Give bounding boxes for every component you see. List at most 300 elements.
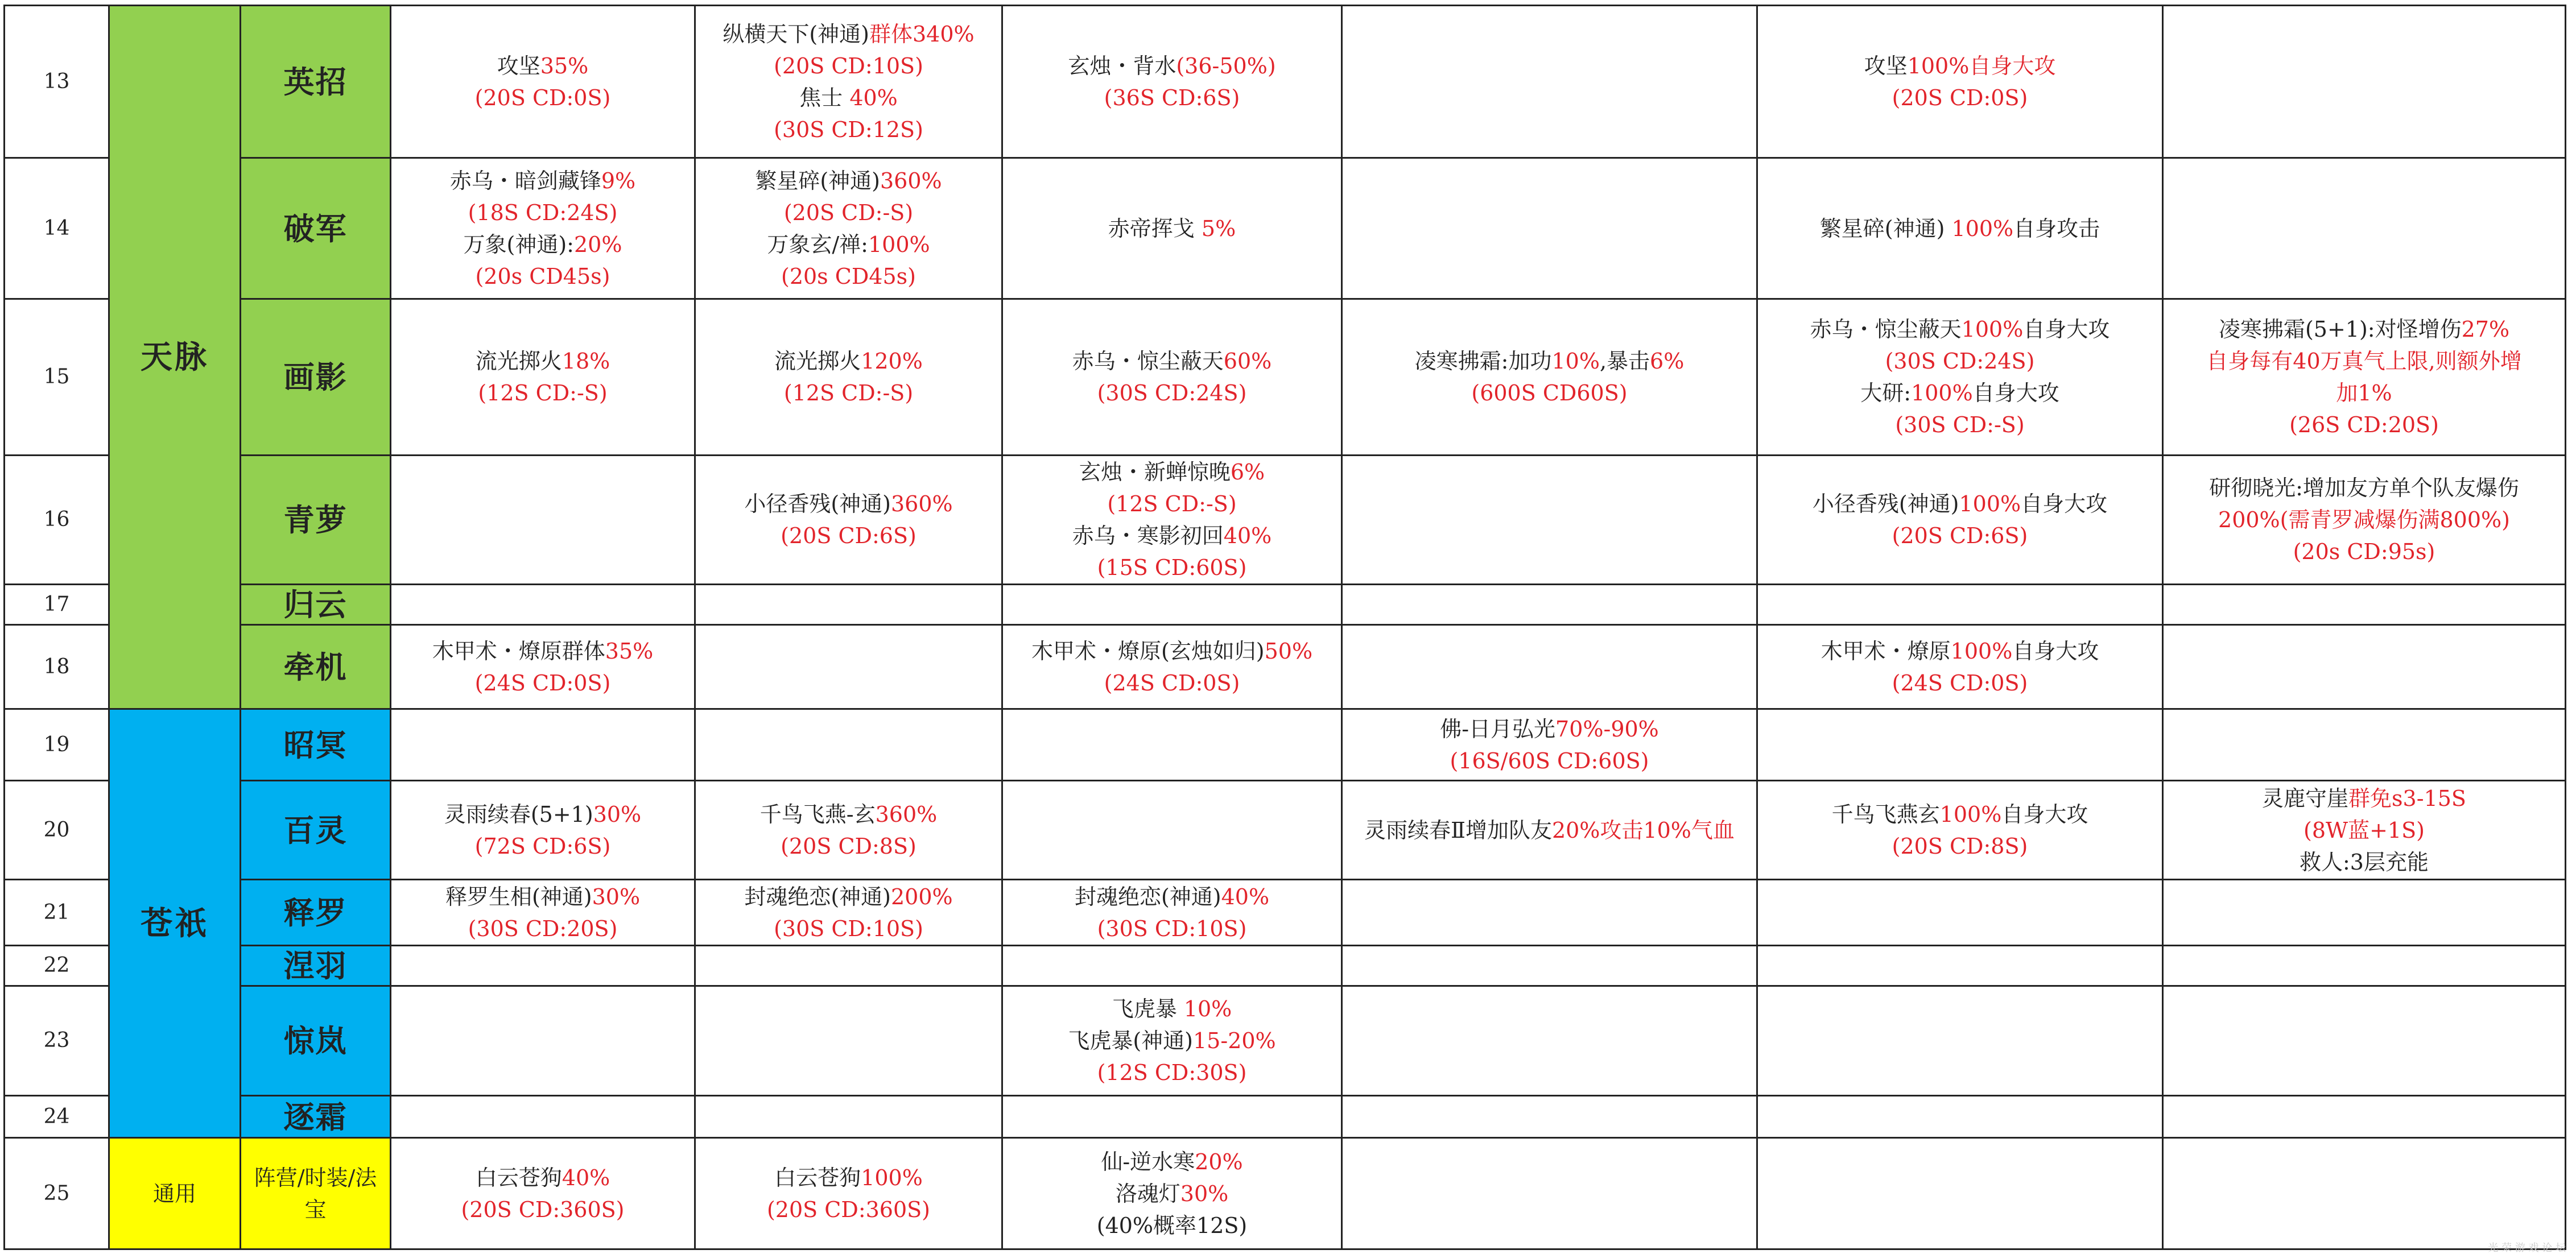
cell-line — [2167, 846, 2561, 878]
cell-line — [395, 165, 691, 197]
skill-cell — [2163, 456, 2566, 585]
cell-line — [699, 1194, 998, 1226]
value-text: (600S CD60S) — [1471, 380, 1628, 405]
label-text: 灵雨续春(5+1) — [444, 801, 593, 827]
cell-line — [699, 798, 998, 830]
class-cell: 破军 — [241, 158, 391, 299]
cell-line — [395, 881, 691, 913]
value-text: (20S CD:0S) — [474, 85, 611, 110]
label-text: 攻坚 — [497, 53, 540, 78]
table-row — [5, 6, 2566, 158]
skill-cell — [695, 158, 1002, 299]
value-text: (12S CD:30S) — [1097, 1060, 1247, 1085]
label-text: 白云苍狗 — [475, 1165, 562, 1190]
skill-cell — [1002, 946, 1342, 986]
skill-cell — [391, 625, 695, 709]
cell-line — [1761, 345, 2158, 377]
cell-line — [1346, 745, 1753, 777]
value-text: 群体340% — [869, 21, 975, 47]
skill-cell — [391, 158, 695, 299]
cell-line — [1346, 377, 1753, 409]
cell-line — [1006, 635, 1337, 667]
skill-cell — [2163, 158, 2566, 299]
label-text: 攻坚 — [1864, 53, 1908, 78]
skill-cell — [2163, 299, 2566, 456]
skill-cell — [695, 1138, 1002, 1249]
label-text: 小径香残(神通) — [744, 491, 891, 516]
label-text: 研彻晓光:增加友方单个队友爆伤 — [2209, 475, 2519, 500]
label-text: 赤乌・惊尘蔽天 — [1810, 317, 1962, 342]
value-text: 6% — [1650, 349, 1685, 374]
cell-line — [395, 197, 691, 229]
cell-line — [699, 165, 998, 197]
cell-line — [395, 345, 691, 377]
cell-line — [1761, 667, 2158, 699]
row-number: 13 — [5, 6, 109, 158]
skill-cell — [1342, 158, 1757, 299]
value-text: (12S CD:-S) — [783, 380, 914, 405]
label-text: 流光掷火 — [774, 349, 861, 374]
value-text: 40% — [1223, 523, 1272, 548]
skill-cell — [1342, 625, 1757, 709]
value-text: 35% — [605, 638, 654, 664]
value-text: 5% — [1201, 216, 1236, 241]
table-row — [5, 946, 2566, 986]
cell-line — [1006, 1057, 1337, 1089]
table-row — [5, 986, 2566, 1096]
skill-cell — [1342, 1096, 1757, 1138]
skill-cell — [1757, 585, 2163, 625]
skill-cell — [1757, 986, 2163, 1096]
cell-line — [395, 913, 691, 945]
value-text: 9% — [601, 168, 636, 193]
row-number: 21 — [5, 880, 109, 946]
cell-line — [395, 798, 691, 830]
skill-cell — [1002, 1096, 1342, 1138]
skill-cell — [1002, 299, 1342, 456]
class-cell: 画影 — [241, 299, 391, 456]
skill-cell — [1342, 946, 1757, 986]
value-text: 70%-90% — [1555, 716, 1659, 742]
cell-line — [1006, 881, 1337, 913]
label-text: 自身大攻 — [2021, 491, 2108, 516]
value-text: 40% — [562, 1165, 610, 1190]
label-text: 自身大攻 — [1972, 380, 2059, 405]
skill-cell — [1342, 709, 1757, 781]
cell-line — [2167, 377, 2561, 409]
value-text: 20% — [1195, 1149, 1243, 1174]
cell-line — [2167, 783, 2561, 814]
cell-line — [699, 881, 998, 913]
class-cell: 归云 — [241, 585, 391, 625]
label-text: (40%概率12S) — [1096, 1213, 1248, 1238]
label-text: 焦士 — [799, 85, 850, 110]
table-row — [5, 456, 2566, 585]
skill-cell — [695, 299, 1002, 456]
cell-line — [395, 667, 691, 699]
value-text: 50% — [1264, 638, 1313, 664]
label-text: 仙-逆水寒 — [1101, 1149, 1195, 1174]
cell-line — [1006, 552, 1337, 584]
value-text: (12S CD:-S) — [478, 380, 608, 405]
value-text: 360% — [891, 491, 953, 516]
skill-cell — [391, 880, 695, 946]
value-text: (24S CD:0S) — [474, 670, 611, 696]
value-text: (12S CD:-S) — [1107, 491, 1237, 516]
value-text: 120% — [861, 349, 923, 374]
skill-cell — [1002, 585, 1342, 625]
cell-line — [1006, 377, 1337, 409]
row-number: 16 — [5, 456, 109, 585]
skill-cell — [1002, 781, 1342, 880]
skill-cell — [1342, 585, 1757, 625]
value-text: (20S CD:6S) — [1892, 523, 2028, 548]
cell-line — [699, 520, 998, 552]
skill-cell — [2163, 781, 2566, 880]
cell-line — [699, 1162, 998, 1194]
cell-line — [395, 1194, 691, 1226]
skill-cell — [1757, 299, 2163, 456]
value-text: 100% — [1959, 491, 2021, 516]
row-number: 19 — [5, 709, 109, 781]
value-text: (36S CD:6S) — [1104, 85, 1240, 110]
cell-line — [1006, 1210, 1337, 1242]
value-text: (30S CD:20S) — [468, 916, 618, 941]
table-row — [5, 781, 2566, 880]
skill-cell — [391, 585, 695, 625]
class-cell: 英招 — [241, 6, 391, 158]
value-text: 30% — [593, 801, 642, 827]
class-cell: 涅羽 — [241, 946, 391, 986]
faction-cell: 苍祇 — [109, 709, 241, 1138]
cell-line — [1346, 713, 1753, 745]
cell-line — [1006, 913, 1337, 945]
skill-cell — [1757, 781, 2163, 880]
value-text: (24S CD:0S) — [1104, 670, 1240, 696]
faction-cell: 通用 — [109, 1138, 241, 1249]
value-text: 15-20% — [1193, 1028, 1276, 1053]
value-text: 200% — [891, 884, 953, 909]
label-text: 大研: — [1860, 380, 1912, 405]
row-number: 25 — [5, 1138, 109, 1249]
row-number: 14 — [5, 158, 109, 299]
cell-line — [1761, 82, 2158, 114]
value-text: 200%(需青罗减爆伤满800%) — [2218, 507, 2510, 532]
label-text: 白云苍狗 — [774, 1165, 861, 1190]
cell-line — [1346, 814, 1753, 846]
cell-line — [1006, 667, 1337, 699]
row-number: 20 — [5, 781, 109, 880]
skill-cell — [695, 946, 1002, 986]
cell-line — [395, 830, 691, 862]
skill-cell — [695, 625, 1002, 709]
label-text: 木甲术・燎原(玄烛如归) — [1031, 638, 1265, 664]
cell-line — [395, 1162, 691, 1194]
class-cell: 惊岚 — [241, 986, 391, 1096]
value-text: 100% — [1961, 317, 2024, 342]
label-text: 封魂绝恋(神通) — [1074, 884, 1221, 909]
label-text: 万象(神通): — [463, 231, 574, 257]
class-cell: 逐霜 — [241, 1096, 391, 1138]
class-cell: 青萝 — [241, 456, 391, 585]
skill-cell — [1002, 880, 1342, 946]
cell-line — [1006, 488, 1337, 520]
cell-line — [1761, 830, 2158, 862]
table-row — [5, 299, 2566, 456]
class-cell: 百灵 — [241, 781, 391, 880]
value-text: (26S CD:20S) — [2289, 412, 2439, 437]
value-text: 60% — [1223, 349, 1272, 374]
cell-line — [699, 488, 998, 520]
value-text: 10% — [1183, 996, 1232, 1021]
label-text: 赤乌・惊尘蔽天 — [1072, 349, 1224, 374]
value-text: (72S CD:6S) — [474, 833, 611, 859]
cell-line — [1006, 50, 1337, 82]
label-text: 玄烛・背水 — [1068, 53, 1176, 78]
value-text: 20%攻击10%气血 — [1551, 817, 1735, 843]
cell-line — [1006, 993, 1337, 1025]
value-text: (20S CD:10S) — [774, 53, 923, 78]
cell-line — [1761, 798, 2158, 830]
cell-line — [1761, 213, 2158, 245]
cell-line — [1761, 313, 2158, 345]
cell-line — [1006, 345, 1337, 377]
cell-line — [1006, 1025, 1337, 1057]
value-text: 100% — [1951, 216, 2014, 241]
value-text: (18S CD:24S) — [468, 200, 618, 225]
label-text: 洛魂灯 — [1115, 1181, 1180, 1206]
cell-line — [699, 114, 998, 146]
cell-line — [395, 82, 691, 114]
skill-cell — [391, 299, 695, 456]
skill-cell — [1757, 1138, 2163, 1249]
skill-cell — [1757, 1096, 2163, 1138]
cell-line — [2167, 504, 2561, 536]
row-number: 22 — [5, 946, 109, 986]
label-text: 木甲术・燎原群体 — [432, 638, 605, 664]
value-text: (16S/60S CD:60S) — [1450, 748, 1649, 773]
row-number: 23 — [5, 986, 109, 1096]
skill-cell — [1002, 456, 1342, 585]
skill-cell — [1002, 6, 1342, 158]
cell-line — [1761, 409, 2158, 441]
cell-line — [1006, 456, 1337, 488]
value-text: 10% — [1551, 349, 1600, 374]
row-number: 18 — [5, 625, 109, 709]
class-cell: 牵机 — [241, 625, 391, 709]
skill-cell — [1342, 781, 1757, 880]
cell-line — [699, 830, 998, 862]
table-row — [5, 880, 2566, 946]
label-text: 千鸟飞燕玄 — [1831, 801, 1940, 827]
value-text: (20S CD:0S) — [1892, 85, 2028, 110]
skill-cell — [1757, 456, 2163, 585]
value-text: 35% — [540, 53, 589, 78]
label-text: 千鸟飞燕-玄 — [759, 801, 876, 827]
skill-cell — [1342, 299, 1757, 456]
value-text: (20S CD:360S) — [461, 1197, 625, 1222]
label-text: 赤乌・暗剑藏锋 — [449, 168, 601, 193]
skill-cell — [1342, 1138, 1757, 1249]
skill-cell — [2163, 6, 2566, 158]
table-row — [5, 625, 2566, 709]
skill-cell — [391, 709, 695, 781]
cell-line — [1006, 82, 1337, 114]
cell-line — [2167, 313, 2561, 345]
value-text: 100% — [1911, 380, 1973, 405]
value-text: 30% — [592, 884, 641, 909]
skill-cell — [1002, 986, 1342, 1096]
class-cell: 释罗 — [241, 880, 391, 946]
skill-cell — [695, 986, 1002, 1096]
label-text: 释罗生相(神通) — [445, 884, 592, 909]
value-text: (20s CD:95s) — [2293, 539, 2435, 564]
label-text: 自身大攻 — [2012, 638, 2099, 664]
cell-line — [2167, 536, 2561, 568]
cell-line — [699, 50, 998, 82]
skill-cell — [2163, 1138, 2566, 1249]
value-text: 100% — [868, 231, 930, 257]
value-text: 18% — [562, 349, 610, 374]
label-text: 灵鹿守崖 — [2262, 785, 2349, 811]
cell-line — [395, 50, 691, 82]
value-text: 27% — [2461, 317, 2510, 342]
skill-cell — [1002, 158, 1342, 299]
skill-cell — [391, 986, 695, 1096]
label-text: 万象玄/禅: — [767, 231, 868, 257]
cell-line — [699, 913, 998, 945]
value-text: (20S CD:360S) — [766, 1197, 931, 1222]
cell-line — [1006, 1178, 1337, 1210]
cell-line — [395, 377, 691, 409]
label-text: 玄烛・新蝉惊晚 — [1079, 460, 1231, 485]
skill-cell — [695, 456, 1002, 585]
cell-line — [2167, 345, 2561, 377]
value-text: (36-50%) — [1176, 53, 1276, 78]
table-row — [5, 158, 2566, 299]
label-text: 流光掷火 — [475, 349, 562, 374]
table-row — [5, 1096, 2566, 1138]
label-text: 小径香残(神通) — [1812, 491, 1959, 516]
value-text: 20% — [574, 231, 622, 257]
value-text: (20s CD45s) — [475, 263, 610, 289]
skill-cell — [2163, 880, 2566, 946]
row-number: 15 — [5, 299, 109, 456]
value-text: (15S CD:60S) — [1097, 555, 1247, 580]
value-text: 360% — [880, 168, 942, 193]
value-text: (20S CD:-S) — [783, 200, 914, 225]
value-text: 40% — [849, 85, 898, 110]
skill-cell — [695, 781, 1002, 880]
skill-cell — [1342, 456, 1757, 585]
skill-cell — [1757, 158, 2163, 299]
label-text: ,暴击 — [1599, 349, 1650, 374]
label-text: 封魂绝恋(神通) — [744, 884, 891, 909]
skill-cell — [391, 946, 695, 986]
skill-cell — [1002, 1138, 1342, 1249]
value-text: (30S CD:10S) — [1097, 916, 1247, 941]
value-text: (30S CD:24S) — [1097, 380, 1247, 405]
cell-line — [1761, 377, 2158, 409]
skill-cell — [695, 880, 1002, 946]
cell-line — [395, 260, 691, 292]
value-text: (20S CD:8S) — [1892, 833, 2028, 859]
skill-table — [3, 5, 2566, 1250]
label-text: 佛-日月弘光 — [1440, 716, 1556, 742]
skill-cell — [1757, 946, 2163, 986]
cell-line — [699, 197, 998, 229]
faction-cell: 天脉 — [109, 6, 241, 709]
label-text: 纵横天下(神通) — [723, 21, 869, 47]
cell-line — [1346, 345, 1753, 377]
skill-cell — [695, 1096, 1002, 1138]
skill-cell — [1757, 6, 2163, 158]
value-text: 40% — [1221, 884, 1270, 909]
label-text: 自身大攻 — [2001, 801, 2088, 827]
label-text: 繁星碎(神通) — [755, 168, 880, 193]
value-text: 6% — [1230, 460, 1265, 485]
skill-cell — [2163, 709, 2566, 781]
value-text: (30S CD:12S) — [774, 117, 923, 142]
value-text: (8W蓝+1S) — [2303, 817, 2425, 843]
skill-cell — [1342, 986, 1757, 1096]
skill-cell — [391, 6, 695, 158]
label-text: 灵雨续春Ⅱ增加队友 — [1364, 817, 1552, 843]
value-text: (20s CD45s) — [781, 263, 916, 289]
cell-line — [2167, 472, 2561, 504]
cell-line — [699, 345, 998, 377]
cell-line — [2167, 814, 2561, 846]
cell-line — [1761, 635, 2158, 667]
cell-line — [395, 635, 691, 667]
cell-line — [699, 18, 998, 50]
table-row — [5, 1138, 2566, 1249]
cell-line — [2167, 409, 2561, 441]
watermark: 光 荣 游 戏 论 坛 — [2488, 1242, 2566, 1254]
label-text: 凌寒拂霜(5+1):对怪增伤 — [2218, 317, 2462, 342]
row-number: 17 — [5, 585, 109, 625]
value-text: 100%自身大攻 — [1907, 53, 2056, 78]
skill-cell — [391, 1096, 695, 1138]
value-text: (24S CD:0S) — [1892, 670, 2028, 696]
label-text: 凌寒拂霜:加功 — [1414, 349, 1552, 374]
label-text: 赤帝挥戈 — [1108, 216, 1202, 241]
skill-cell — [1002, 625, 1342, 709]
row-number: 24 — [5, 1096, 109, 1138]
cell-line — [1006, 1146, 1337, 1178]
skill-cell — [391, 781, 695, 880]
skill-cell — [695, 6, 1002, 158]
value-text: 群免s3-15S — [2348, 785, 2466, 811]
cell-line — [1761, 520, 2158, 552]
value-text: 360% — [875, 801, 938, 827]
skill-cell — [2163, 585, 2566, 625]
skill-cell — [2163, 946, 2566, 986]
skill-cell — [1002, 709, 1342, 781]
value-text: 100% — [861, 1165, 923, 1190]
label-text: 飞虎暴(神通) — [1068, 1028, 1193, 1053]
skill-cell — [1342, 6, 1757, 158]
value-text: (30S CD:24S) — [1885, 349, 2035, 374]
value-text: 自身每有40万真气上限,则额外增 — [2206, 349, 2522, 374]
skill-cell — [391, 1138, 695, 1249]
value-text: 30% — [1180, 1181, 1229, 1206]
class-cell: 昭冥 — [241, 709, 391, 781]
value-text: (30S CD:10S) — [774, 916, 923, 941]
skill-cell — [2163, 625, 2566, 709]
value-text: (30S CD:-S) — [1895, 412, 2025, 437]
skill-cell — [391, 456, 695, 585]
